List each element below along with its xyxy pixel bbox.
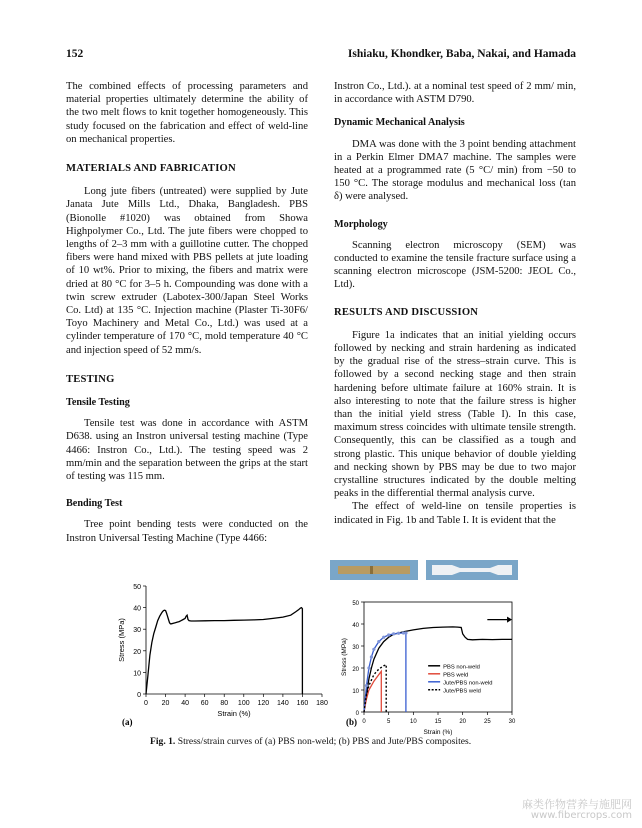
- chart-b-point: [392, 632, 395, 635]
- chart-b-point: [372, 648, 375, 651]
- continued-paragraph: Instron Co., Ltd.). at a nominal test speed of 2 mm/ min, in accordance with ASTM D790.: [334, 81, 576, 106]
- chart-b-y-tick-label: 50: [352, 601, 359, 607]
- chart-a-y-tick-label: 50: [133, 584, 141, 591]
- chart-b-legend-label-1: PBS weld: [443, 672, 469, 679]
- figure-caption: [150, 736, 530, 747]
- chart-b-point: [377, 640, 380, 643]
- chart-a-x-tick-label: 160: [296, 700, 309, 707]
- chart-b-arrow-head: [507, 617, 512, 623]
- chart-b-y-tick-label: 0: [355, 711, 359, 717]
- caption-text: Stress/strain curves of (a) PBS non-weld; (b) PBS and Jute/PBS composites.: [177, 736, 472, 747]
- chart-b-point: [387, 633, 390, 636]
- dma-paragraph: DMA was done with the 3 point bending attachment in a Perkin Elmer DMA7 machine. The samples were heated at a programmed rate (5 °C/ min) from −50 to 150 °C. The storage modulus and mechanical loss (tan δ) were analysed.: [334, 138, 576, 203]
- chart-b-x-axis-label: Strain (%): [423, 729, 453, 736]
- specimen-photo-nonweld: [426, 560, 518, 580]
- chart-b-x-tick-label: 30: [508, 719, 516, 725]
- chart-a-x-tick-label: 120: [257, 700, 270, 707]
- specimen-photo-weld: [330, 560, 418, 580]
- chart-a-y-tick-label: 20: [133, 648, 141, 656]
- chart-b-x-tick-label: 5: [386, 719, 391, 725]
- bending-heading: Bending Test: [66, 498, 123, 510]
- page-header: [66, 48, 576, 64]
- chart-b: [341, 601, 516, 736]
- chart-a: [117, 584, 328, 718]
- chart-b-y-tick-label: 40: [352, 623, 359, 629]
- chart-a-x-tick-label: 60: [200, 700, 209, 707]
- chart-b-x-tick-label: 25: [483, 719, 491, 725]
- chart-b-legend-label-3: Jute/PBS weld: [443, 688, 481, 695]
- chart-a-series-line-0: [146, 608, 302, 694]
- tensile-heading: Tensile Testing: [66, 397, 130, 409]
- tensile-paragraph: Tensile test was done in accordance with ASTM D638. using an Instron universal testing machine (Type 4466: Instron Co., Ltd.). The testing speed was 2 mm/min and the separation between the grips at the start of testing was 115 mm.: [66, 418, 308, 483]
- dma-heading: Dynamic Mechanical Analysis: [334, 117, 465, 129]
- running-head: Ishiaku, Khondker, Baba, Nakai, and Hamada: [347, 48, 576, 60]
- results-paragraph-2: The effect of weld-line on tensile properties is indicated in Fig. 1b and Table I. It is evident that the: [334, 501, 576, 526]
- chart-b-x-tick-label: 20: [459, 719, 467, 725]
- materials-paragraph: Long jute fibers (untreated) were supplied by Jute Janata Jute Mills Ltd., Dhaka, Bangladesh. PBS (Bionolle #1020) was obtained from Showa Highpolymer Co., Ltd. The jute fibers were chopped to lengths of 2–3 mm with a guillotine cutter. The chopped fibers were hand mixed with PBS pellets at jute loading of 10 wt%. Prior to mixing, the fibers and matrix were dried at 80 °C for 3–5 h. Compounding was done with a twin screw extruder (Labotex-300/Japan Steel Works Co. Ltd) at 135 °C. Injection machine (Plaster Ti-30F6/ Toyo Machinery and Metal Co., Ltd.) was used at a cylinder temperature of 170 °C, mold temperature 40 °C and injection speed of 52 mm/s.: [66, 186, 308, 356]
- watermark-chinese: 麻类作物营养与施肥网: [522, 798, 632, 811]
- materials-heading: MATERIALS AND FABRICATION: [66, 163, 236, 175]
- chart-b-point: [397, 632, 400, 635]
- chart-b-legend-label-0: PBS non-weld: [443, 664, 480, 671]
- chart-a-x-tick-label: 40: [181, 700, 190, 707]
- figure-1-svg: [108, 560, 532, 740]
- chart-a-y-axis-label: Stress (MPa): [117, 618, 126, 662]
- figure-1: [108, 560, 532, 756]
- results-paragraph-1: Figure 1a indicates that an initial yielding occurs followed by necking and strain hardening as indicated by the gradual rise of the stress–strain curve. This is followed by a second necking stage and then strain hardening before ultimate failure at 160% strain. It is also interesting to note that the failure stress is higher than the initial yield stress (Table I). In this case, maximum stress coincides with ultimate tensile strength. Consequently, this can be classified as a tough and strong plastic. This unique behavior of double yielding and necking shown by PBS may be due to two major crystalline structures indicated by the double melting peaks in the differential thermal analysis curve.: [334, 329, 576, 500]
- chart-b-y-axis-label: Stress (MPa): [341, 638, 348, 676]
- chart-b-y-tick-label: 20: [352, 667, 359, 673]
- chart-a-x-tick-label: 100: [237, 700, 250, 707]
- intro-paragraph: The combined effects of processing parameters and material properties ultimately determine the ability of the two melt flows to knit together homogeneously. This study focused on the fabrication and effect of weld-line on mechanical properties.: [66, 81, 308, 145]
- chart-a-x-tick-label: 0: [144, 700, 148, 707]
- results-heading: RESULTS AND DISCUSSION: [334, 306, 479, 318]
- chart-b-legend-label-2: Jute/PBS non-weld: [443, 680, 493, 687]
- chart-b-point: [370, 655, 373, 658]
- chart-a-x-tick-label: 180: [316, 700, 328, 707]
- chart-b-x-tick-label: 0: [362, 719, 366, 725]
- chart-a-y-tick-label: 30: [133, 627, 141, 635]
- chart-a-y-tick-label: 0: [137, 692, 141, 699]
- bending-paragraph: Tree point bending tests were conducted on the Instron Universal Testing Machine (Type 4466:: [66, 519, 308, 544]
- chart-a-x-axis-label: Strain (%): [217, 709, 251, 718]
- chart-a-x-tick-label: 140: [277, 700, 289, 707]
- chart-b-point: [404, 631, 407, 634]
- morphology-heading: Morphology: [334, 218, 388, 230]
- page-number: 152: [66, 48, 84, 60]
- chart-b-point: [365, 684, 368, 687]
- morphology-paragraph: Scanning electron microscopy (SEM) was conducted to examine the tensile fracture surface using a scanning electron microscope (JSM-5200: JEOL Co., Ltd).: [334, 239, 576, 291]
- chart-b-point: [367, 666, 370, 669]
- chart-b-y-tick-label: 30: [352, 645, 359, 651]
- chart-b-point: [382, 636, 385, 639]
- chart-a-y-tick-label: 40: [133, 605, 141, 613]
- chart-a-x-tick-label: 20: [161, 700, 170, 707]
- chart-a-y-tick-label: 10: [133, 670, 141, 678]
- right-column: [334, 80, 576, 527]
- watermark-url: www.fibercrops.com: [530, 810, 632, 821]
- panel-a-label: (a): [122, 717, 133, 727]
- chart-a-x-tick-label: 80: [220, 700, 229, 707]
- chart-b-y-tick-label: 10: [352, 689, 359, 695]
- chart-b-x-tick-label: 10: [409, 719, 417, 725]
- left-column: [66, 80, 308, 545]
- panel-b-label: (b): [346, 717, 357, 727]
- caption-label: Fig. 1.: [150, 736, 176, 747]
- testing-heading: TESTING: [66, 373, 115, 385]
- chart-b-x-tick-label: 15: [434, 719, 442, 725]
